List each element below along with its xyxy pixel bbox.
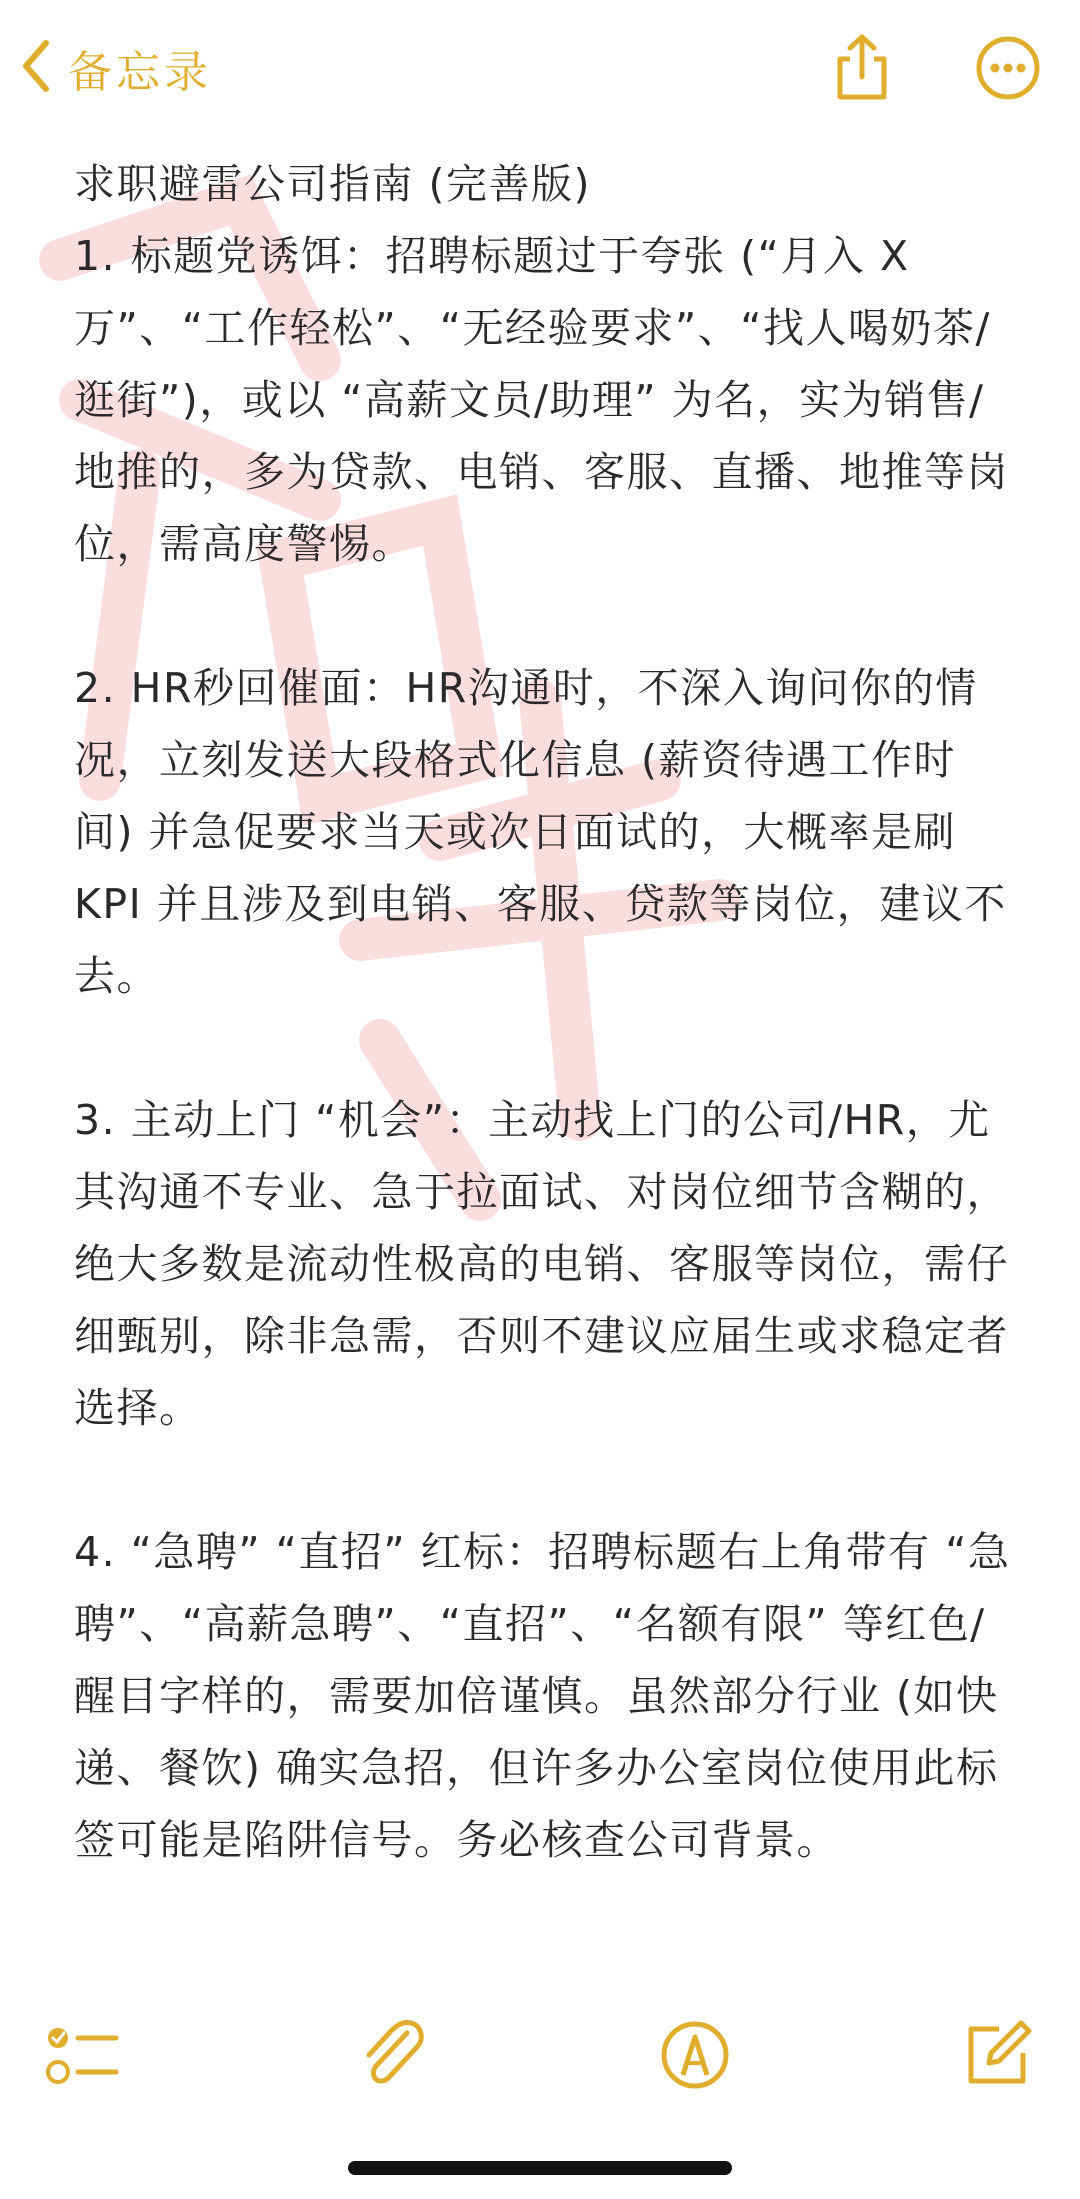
checklist-icon	[46, 2022, 120, 2092]
checklist-button[interactable]	[38, 2012, 128, 2102]
share-icon	[832, 33, 892, 107]
navigation-bar	[0, 0, 1080, 140]
compose-icon	[961, 2019, 1033, 2095]
chevron-left-icon	[20, 39, 50, 97]
paragraph-spacer	[74, 1444, 1014, 1516]
note-paragraph-1: 1. 标题党诱饵：招聘标题过于夸张 (“月入 X 万”、“工作轻松”、“无经验要求”、“找人喝奶茶/逛街”)，或以 “高薪文员/助理” 为名，实为销售/地推的，多为贷款、电销、客服、直播、地推等岗位，需高度警惕。	[74, 232, 1009, 568]
paperclip-icon	[355, 2015, 427, 2099]
note-body[interactable]	[74, 148, 1014, 1876]
more-icon	[975, 35, 1041, 105]
markup-button[interactable]	[650, 2012, 740, 2102]
markup-pen-icon	[659, 2019, 731, 2095]
more-button[interactable]	[968, 30, 1048, 110]
note-title: 求职避雷公司指南 (完善版)	[74, 160, 592, 208]
bottom-toolbar	[0, 2000, 1080, 2120]
share-button[interactable]	[822, 30, 902, 110]
note-paragraph-4: 4. “急聘” “直招” 红标：招聘标题右上角带有 “急聘”、“高薪急聘”、“直招”、“名额有限” 等红色/醒目字样的，需要加倍谨慎。虽然部分行业 (如快递、餐饮) 确实急招，但许多办公室岗位使用此标签可能是陷阱信号。务必核查公司背景。	[74, 1528, 1011, 1864]
note-paragraph-3: 3. 主动上门 “机会”：主动找上门的公司/HR，尤其沟通不专业、急于拉面试、对岗位细节含糊的，绝大多数是流动性极高的电销、客服等岗位，需仔细甄别，除非急需，否则不建议应届生或求稳定者选择。	[74, 1096, 1009, 1432]
attachment-button[interactable]	[346, 2012, 436, 2102]
compose-button[interactable]	[952, 2012, 1042, 2102]
note-paragraph-2: 2. HR秒回催面：HR沟通时，不深入询问你的情况，立刻发送大段格式化信息 (薪资待遇工作时间) 并急促要求当天或次日面试的，大概率是刷 KPI 并且涉及到电销、客服、贷款等岗位，建议不去。	[74, 664, 1007, 1000]
home-indicator[interactable]	[348, 2161, 732, 2175]
paragraph-spacer	[74, 580, 1014, 652]
back-button[interactable]	[20, 28, 212, 108]
paragraph-spacer	[74, 1012, 1014, 1084]
back-label: 备忘录	[68, 47, 212, 98]
